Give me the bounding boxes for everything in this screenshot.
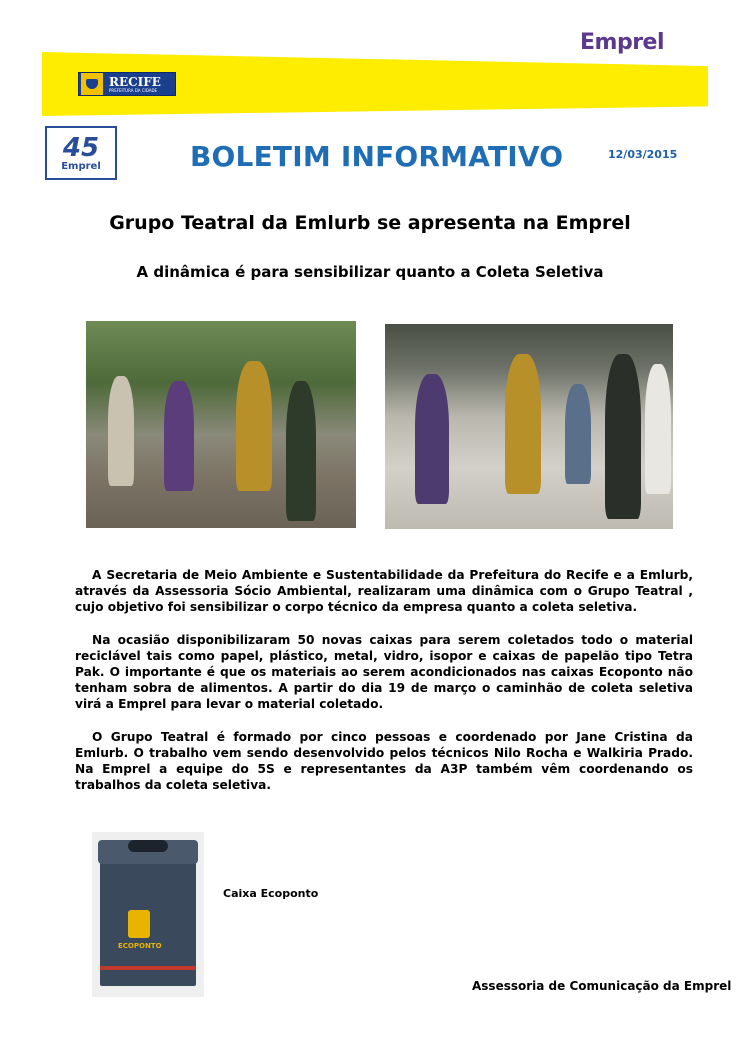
event-photo-indoor xyxy=(385,324,673,529)
paragraph-1: A Secretaria de Meio Ambiente e Sustentabilidade da Prefeitura do Recife e a Emlurb, através da Assessoria Sócio Ambiental, realizaram uma dinâmica com o Grupo Teatral , cujo objetivo foi sensibilizar o corpo técnico da empresa quanto a coleta seletiva. xyxy=(75,568,693,615)
article-body xyxy=(75,567,693,809)
paragraph-2: Na ocasião disponibilizaram 50 novas caixas para serem coletados todo o material reciclável tais como papel, plástico, metal, vidro, isopor e caixas de papelão tipo Tetra Pak. O importante é que os materiais ao serem acondicionados nas caixas Ecoponto não tenham sobra de alimentos. A partir do dia 19 de março o caminhão de coleta seletiva virá a Emprel para levar o material coletado. xyxy=(75,632,693,712)
recife-logo-name: RECIFE xyxy=(109,74,161,89)
bin-label: ECOPONTO xyxy=(118,942,162,950)
article-subheadline: A dinâmica é para sensibilizar quanto a Coleta Seletiva xyxy=(136,263,604,281)
article-headline: Grupo Teatral da Emlurb se apresenta na Emprel xyxy=(109,212,631,234)
recife-logo xyxy=(78,72,176,96)
recycle-icon xyxy=(128,910,150,938)
recife-logo-sub: PREFEITURA DA CIDADE xyxy=(109,87,158,93)
anniversary-logo xyxy=(45,126,117,180)
bin-caption: Caixa Ecoponto xyxy=(223,887,319,900)
bulletin-date: 12/03/2015 xyxy=(608,148,678,161)
page-title: BOLETIM INFORMATIVO xyxy=(190,140,564,173)
ecoponto-bin-photo xyxy=(92,832,204,997)
emprel-brand: Emprel xyxy=(580,30,665,55)
anniversary-number: 45 xyxy=(62,132,100,163)
crest-icon xyxy=(81,73,103,95)
event-photo-outdoor xyxy=(86,321,356,528)
anniversary-label: Emprel xyxy=(61,160,101,172)
paragraph-3: O Grupo Teatral é formado por cinco pessoas e coordenado por Jane Cristina da Emlurb. O trabalho vem sendo desenvolvido pelos técnicos Nilo Rocha e Walkiria Prado. Na Emprel a equipe do 5S e representantes da A3P também vêm coordenando os trabalhos da coleta seletiva. xyxy=(75,729,693,793)
footer-credit: Assessoria de Comunicação da Emprel xyxy=(472,979,732,993)
